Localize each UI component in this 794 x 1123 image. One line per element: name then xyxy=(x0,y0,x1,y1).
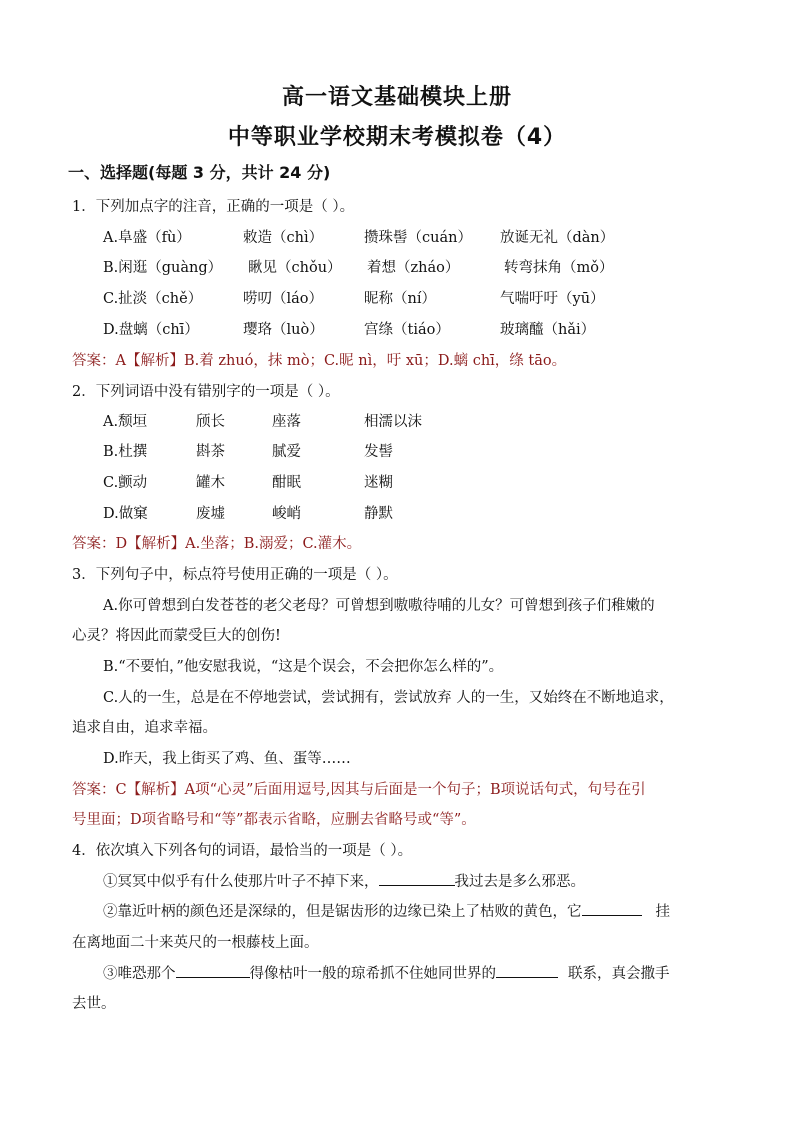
sentence-3-part-1: ③唯恐那个 xyxy=(103,966,176,982)
fill-blank-3 xyxy=(176,963,250,978)
option-d-item-4: 玻璃醯（hǎi） xyxy=(500,322,596,338)
question-4-sentence-3 xyxy=(103,962,670,983)
question-4-sentence-3-cont: 去世。 xyxy=(72,996,116,1012)
option-a-item-3: 攒珠髻（cuán） xyxy=(364,230,472,246)
question-1-stem: 1．下列加点字的注音，正确的一项是（ ）。 xyxy=(72,199,355,215)
question-3-stem: 3．下列句子中，标点符号使用正确的一项是（ ）。 xyxy=(72,567,398,583)
option-c-item-4: 迷糊 xyxy=(364,475,393,491)
option-b-item-3: 腻爱 xyxy=(272,444,301,460)
fill-blank-2 xyxy=(582,901,642,916)
option-a-item-2: 颀长 xyxy=(196,414,225,430)
option-c-item-2: 唠叨（láo） xyxy=(243,291,324,307)
option-a-item-3: 座落 xyxy=(272,414,301,430)
question-4-sentence-2-cont: 在离地面二十来英尺的一根藤枝上面。 xyxy=(72,935,319,951)
question-4-stem: 4．依次填入下列各句的词语，最恰当的一项是（ ）。 xyxy=(72,843,413,859)
question-3-option-c-line-2: 追求自由，追求幸福。 xyxy=(72,720,217,736)
option-d-item-2: 璎珞（luò） xyxy=(243,322,324,338)
option-c-item-4: 气喘吁吁（yū） xyxy=(500,291,605,307)
fill-blank-4 xyxy=(496,963,558,978)
option-c-item-2: 罐木 xyxy=(196,475,225,491)
option-d-item-1: D.做窠 xyxy=(103,506,148,522)
option-b-item-4: 转弯抹角（mǒ） xyxy=(504,260,614,276)
option-b-item-3: 着想（zháo） xyxy=(367,260,460,276)
sentence-1-part-1: ①冥冥中似乎有什么使那片叶子不掉下来， xyxy=(103,874,379,890)
option-c-item-3: 酣眠 xyxy=(272,475,301,491)
option-a-item-4: 相濡以沫 xyxy=(364,414,422,430)
option-d-item-4: 静默 xyxy=(364,506,393,522)
question-4-sentence-2 xyxy=(103,900,670,921)
question-2-stem: 2．下列词语中没有错别字的一项是（ ）。 xyxy=(72,384,340,400)
option-a-item-1: A.颓垣 xyxy=(103,414,148,430)
option-c-item-1: C.颤动 xyxy=(103,475,148,491)
question-1-answer: 答案：A【解析】B.着 zhuó，抹 mò；C.昵 nì，吁 xū；D.螭 chī，绦 tāo。 xyxy=(72,353,567,369)
option-c-item-3: 昵称（ní） xyxy=(364,291,436,307)
section-heading: 一、选择题(每题 3 分，共计 24 分) xyxy=(68,163,331,182)
option-d-item-2: 废墟 xyxy=(196,506,225,522)
sentence-1-part-2: 我过去是多么邪恶。 xyxy=(454,874,585,890)
option-d-item-1: D.盘螭（chī） xyxy=(103,322,199,338)
option-d-item-3: 峻峭 xyxy=(272,506,301,522)
fill-blank-1 xyxy=(379,871,455,886)
question-3-option-b: B.“不要怕，”他安慰我说，“这是个误会，不会把你怎么样的”。 xyxy=(103,659,504,675)
option-c-item-1: C.扯淡（chě） xyxy=(103,291,203,307)
option-a-item-1: A.阜盛（fù） xyxy=(103,230,191,246)
question-3-option-c-line-1: C.人的一生，总是在不停地尝试，尝试拥有，尝试放弃 人的一生，又始终在不断地追求， xyxy=(103,690,674,706)
question-3-option-a-line-2: 心灵？将因此而蒙受巨大的创伤! xyxy=(72,628,281,644)
question-3-option-d: D.昨天，我上街买了鸡、鱼、蛋等…… xyxy=(103,751,351,767)
page-title: 高一语文基础模块上册 xyxy=(281,85,512,110)
option-d-item-3: 宫绦（tiáo） xyxy=(364,322,450,338)
question-3-answer-line-1: 答案：C【解析】A项“心灵”后面用逗号,因其与后面是一个句子；B项说话句式，句号在引 xyxy=(72,782,646,798)
option-b-item-2: 斟茶 xyxy=(196,444,225,460)
option-b-item-1: B.杜撰 xyxy=(103,444,148,460)
question-2-answer: 答案：D【解析】A.坐落；B.溺爱；C.灌木。 xyxy=(72,536,362,552)
question-3-option-a-line-1: A.你可曾想到白发苍苍的老父老母？可曾想到嗷嗷待哺的儿女？可曾想到孩子们稚嫩的 xyxy=(103,598,655,614)
option-b-item-1: B.闲逛（guàng） xyxy=(103,260,223,276)
page-subtitle: 中等职业学校期末考模拟卷（4） xyxy=(227,125,567,150)
question-3-answer-line-2: 号里面；D项省略号和“等”都表示省略，应删去省略号或“等”。 xyxy=(72,812,476,828)
sentence-3-part-3: 联系，真会撒手 xyxy=(568,966,670,982)
sentence-2-part-2: 挂 xyxy=(655,904,670,920)
option-a-item-2: 敕造（chì） xyxy=(243,230,324,246)
option-b-item-2: 瞅见（chǒu） xyxy=(248,260,342,276)
option-a-item-4: 放诞无礼（dàn） xyxy=(500,230,615,246)
question-4-sentence-1 xyxy=(103,870,585,891)
sentence-2-part-1: ②靠近叶柄的颜色还是深绿的，但是锯齿形的边缘已染上了枯败的黄色，它 xyxy=(103,904,582,920)
option-b-item-4: 发髻 xyxy=(364,444,393,460)
sentence-3-part-2: 得像枯叶一般的琼希抓不住她同世界的 xyxy=(249,966,496,982)
